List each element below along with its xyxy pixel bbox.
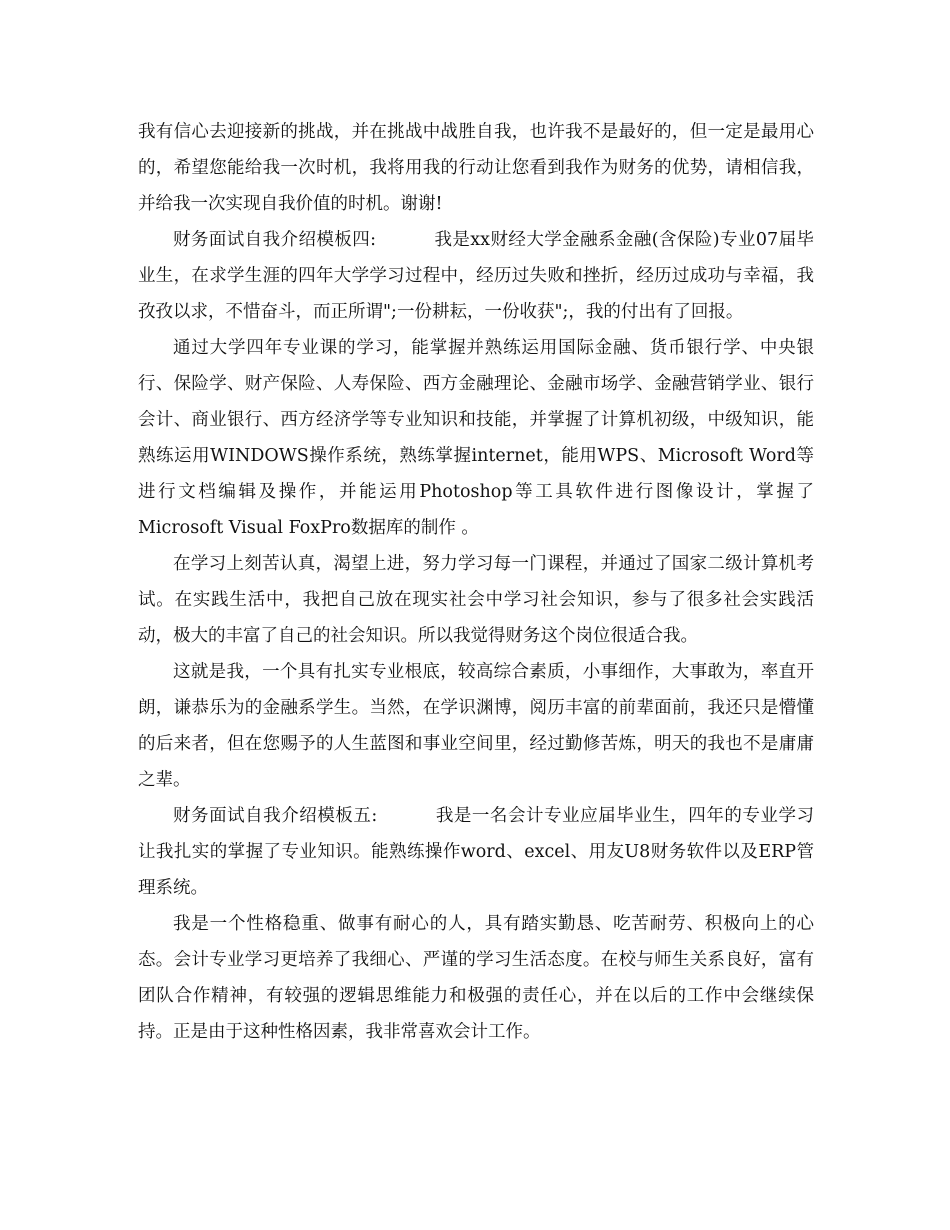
paragraph-summary <box>138 654 814 798</box>
paragraph-personality <box>138 906 814 1050</box>
paragraph-text: 我是一个性格稳重、做事有耐心的人，具有踏实勤恳、吃苦耐劳、积极向上的心态。会计专业学习更培养了我细心、严谨的学习生活态度。在校与师生关系良好，富有团队合作精神，有较强的逻辑思维能力和极强的责任心，并在以后的工作中会继续保持。正是由于这种性格因素，我非常喜欢会计工作。 <box>138 914 814 1042</box>
section-heading-template-four: 财务面试自我介绍模板四: <box>173 230 377 250</box>
paragraph-skills <box>138 330 814 546</box>
paragraph-template-four <box>138 222 814 330</box>
paragraph-template-five <box>138 798 814 906</box>
paragraph-text: 我有信心去迎接新的挑战，并在挑战中战胜自我，也许我不是最好的，但一定是最用心的，希望您能给我一次时机，我将用我的行动让您看到我作为财务的优势，请相信我，并给我一次实现自我价值的时机。谢谢! <box>138 122 814 214</box>
paragraph-text: 通过大学四年专业课的学习，能掌握并熟练运用国际金融、货币银行学、中央银行、保险学、财产保险、人寿保险、西方金融理论、金融市场学、金融营销学业、银行会计、商业银行、西方经济学等专业知识和技能，并掌握了计算机初级，中级知识，能熟练运用WINDOWS操作系统，熟练掌握internet，能用WPS、Microsoft Word等进行文档编辑及操作，并能运用Photoshop等工具软件进行图像设计，掌握了Microsoft Visual FoxPro数据库的制作 。 <box>138 338 814 538</box>
section-heading-template-five: 财务面试自我介绍模板五: <box>173 806 378 826</box>
paragraph-text: 我是xx财经大学金融系金融(含保险)专业07届毕业生，在求学生涯的四年大学学习过程中，经历过失败和挫折，经历过成功与幸福，我孜孜以求，不惜奋斗，而正所谓";一份耕耘，一份收获";，我的付出有了回报。 <box>138 230 814 322</box>
paragraph-study <box>138 546 814 654</box>
paragraph-text: 我是一名会计专业应届毕业生，四年的专业学习让我扎实的掌握了专业知识。能熟练操作word、excel、用友U8财务软件以及ERP管理系统。 <box>138 806 814 898</box>
paragraph-text: 这就是我，一个具有扎实专业根底，较高综合素质，小事细作，大事敢为，率直开朗，谦恭乐为的金融系学生。当然，在学识渊博，阅历丰富的前辈面前，我还只是懵懂的后来者，但在您赐予的人生蓝图和事业空间里，经过勤修苦炼，明天的我也不是庸庸之辈。 <box>138 662 814 790</box>
paragraph-closing <box>138 114 814 222</box>
paragraph-text: 在学习上刻苦认真，渴望上进，努力学习每一门课程，并通过了国家二级计算机考试。在实践生活中，我把自己放在现实社会中学习社会知识，参与了很多社会实践活动，极大的丰富了自己的社会知识。所以我觉得财务这个岗位很适合我。 <box>138 554 814 646</box>
document-body <box>138 114 814 1050</box>
